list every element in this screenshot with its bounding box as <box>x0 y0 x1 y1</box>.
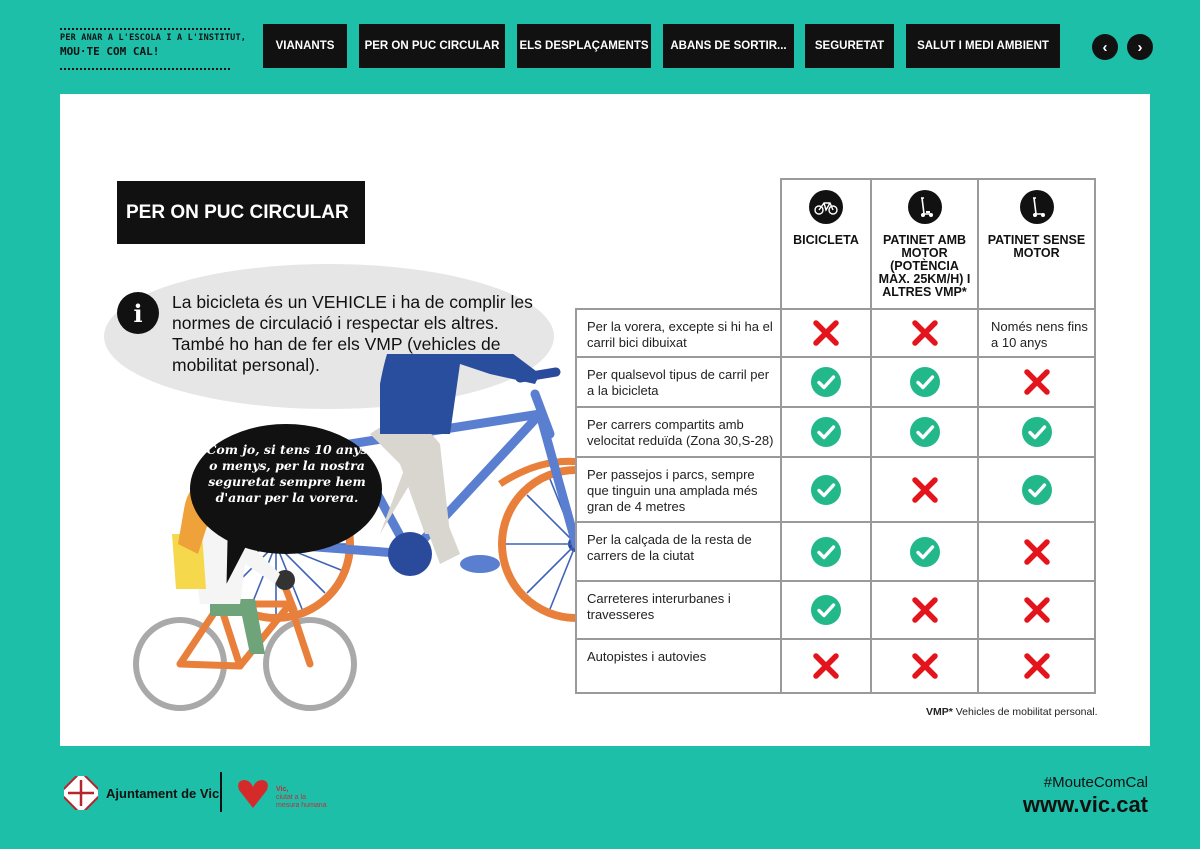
tab-salut-i-medi-ambient[interactable]: SALUT I MEDI AMBIENT <box>906 24 1060 68</box>
vic-tagline <box>276 786 327 810</box>
brand-line-1: PER ANAR A L'ESCOLA I A L'INSTITUT, <box>60 33 247 43</box>
table-value-cell <box>977 356 1096 408</box>
tab-els-desplacaments[interactable]: ELS DESPLAÇAMENTS <box>517 24 651 68</box>
table-row-label-cell <box>575 521 782 582</box>
vic-heart-logo-icon <box>236 778 270 810</box>
cross-icon <box>909 317 941 349</box>
vic-tagline-line-1: Vic, <box>276 786 289 793</box>
table-value-cell <box>870 406 979 458</box>
vmp-footnote <box>926 706 1098 718</box>
table-value-cell <box>780 638 872 694</box>
table-row-label: Per la calçada de la resta de carrers de la ciutat <box>587 532 752 563</box>
table-row-label-cell <box>575 406 782 458</box>
table-value-cell <box>977 580 1096 640</box>
check-icon <box>810 474 842 506</box>
column-header-bicicleta <box>780 178 872 310</box>
table-value-cell <box>780 406 872 458</box>
table-row-label-cell <box>575 356 782 408</box>
tab-per-on-puc-circular[interactable]: PER ON PUC CIRCULAR <box>359 24 505 68</box>
speech-text: Com jo, si tens 10 anys o menys, per la nostra seguretat sempre hem d'anar per la vorera. <box>206 442 368 505</box>
check-icon <box>810 416 842 448</box>
table-note-text: Només nens fins a 10 anys <box>991 319 1088 350</box>
cross-icon <box>810 317 842 349</box>
table-row-label: Per la vorera, excepte si hi ha el carril bici dibuixat <box>587 319 773 350</box>
cross-icon <box>1021 594 1053 626</box>
adult-rider-shoe <box>460 555 500 573</box>
active-tab-pointer <box>402 68 462 94</box>
table-value-cell <box>780 456 872 523</box>
cross-icon <box>909 594 941 626</box>
check-icon <box>810 594 842 626</box>
adult-bike-chainring <box>388 532 432 576</box>
brand-line-2: MOU·TE COM CAL! <box>60 45 160 58</box>
column-label: PATINET AMB MOTOR (POTÈNCIA MÀX. 25KM/H) I ALTRES VMP* <box>878 233 971 299</box>
check-icon <box>810 536 842 568</box>
table-row-label-cell <box>575 638 782 694</box>
table-row-label-cell <box>575 456 782 523</box>
table-value-cell <box>870 456 979 523</box>
footer-divider <box>220 772 222 812</box>
ajuntament-crest-icon <box>64 776 98 810</box>
next-arrow-button[interactable]: › <box>1127 34 1153 60</box>
table-value-cell <box>780 580 872 640</box>
table-row-label-cell <box>575 308 782 358</box>
check-icon <box>909 536 941 568</box>
bicycle-icon <box>809 190 843 224</box>
website-link[interactable]: www.vic.cat <box>1022 792 1148 817</box>
vic-tagline-line-3: mesura humana <box>276 802 327 809</box>
info-icon: i <box>117 292 159 334</box>
cross-icon <box>810 650 842 682</box>
check-icon <box>810 366 842 398</box>
ajuntament-label: Ajuntament de Vic <box>106 785 220 801</box>
brand-logo <box>60 28 247 70</box>
motor-scooter-icon <box>908 190 942 224</box>
check-icon <box>1021 416 1053 448</box>
table-value-cell <box>780 356 872 408</box>
table-value-cell <box>870 580 979 640</box>
table-value-cell <box>977 406 1096 458</box>
cross-icon <box>1021 650 1053 682</box>
table-value-cell <box>977 308 1096 358</box>
table-row-label: Per passejos i parcs, sempre que tinguin una amplada més gran de 4 metres <box>587 467 758 514</box>
ajuntament-logo <box>64 776 219 810</box>
vic-tagline-line-2: ciutat a la <box>276 794 306 801</box>
cross-icon <box>1021 366 1053 398</box>
child-bike <box>136 570 354 708</box>
table-row-label: Per qualsevol tipus de carril per a la bicicleta <box>587 367 770 398</box>
table-value-cell <box>780 521 872 582</box>
table-value-cell <box>870 521 979 582</box>
cross-icon <box>1021 536 1053 568</box>
tab-vianants[interactable]: VIANANTS <box>263 24 347 68</box>
table-row-label: Carreteres interurbanes i travesseres <box>587 591 731 622</box>
table-value-cell <box>977 456 1096 523</box>
check-icon <box>909 366 941 398</box>
circulation-table <box>575 178 1097 694</box>
cross-icon <box>909 650 941 682</box>
section-title: PER ON PUC CIRCULAR <box>117 181 365 244</box>
check-icon <box>909 416 941 448</box>
content-panel <box>60 94 1150 746</box>
table-value-cell <box>977 638 1096 694</box>
table-value-cell <box>870 638 979 694</box>
kick-scooter-icon <box>1020 190 1054 224</box>
footnote-key: VMP* <box>926 706 953 718</box>
cross-icon <box>909 474 941 506</box>
table-value-cell <box>870 356 979 408</box>
column-header-patinet-amb-motor <box>870 178 979 310</box>
table-value-cell <box>780 308 872 358</box>
hashtag: #MouteComCal <box>1043 774 1148 791</box>
footnote-text: Vehicles de mobilitat personal. <box>952 706 1098 718</box>
table-value-cell <box>977 521 1096 582</box>
column-label: BICICLETA <box>793 233 859 247</box>
previous-arrow-button[interactable]: ‹ <box>1092 34 1118 60</box>
table-value-cell <box>870 308 979 358</box>
table-row-label: Per carrers compartits amb velocitat reduïda (Zona 30,S-28) <box>587 417 774 448</box>
check-icon <box>1021 474 1053 506</box>
column-label: PATINET SENSE MOTOR <box>987 233 1086 260</box>
tab-abans-de-sortir[interactable]: ABANS DE SORTIR... <box>663 24 794 68</box>
table-row-label-cell <box>575 580 782 640</box>
table-row-label: Autopistes i autovies <box>587 649 707 664</box>
info-text: La bicicleta és un VEHICLE i ha de complir les normes de circulació i respectar els altres. També ho han de fer els VMP (vehicles de mobilitat personal). <box>172 292 533 375</box>
tab-seguretat[interactable]: SEGURETAT <box>805 24 894 68</box>
column-header-patinet-sense-motor <box>977 178 1096 310</box>
